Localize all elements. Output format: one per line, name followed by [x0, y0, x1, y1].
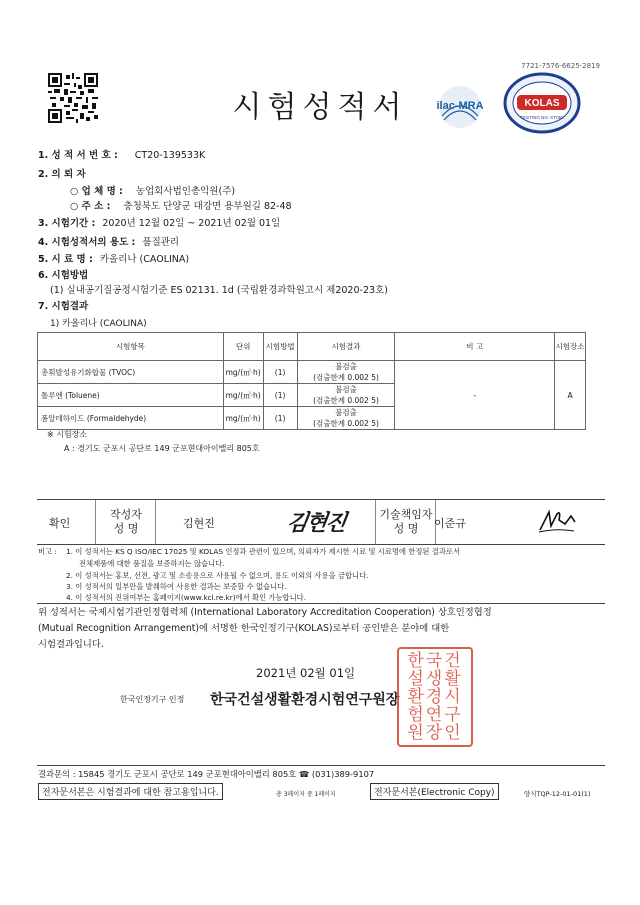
company-row	[70, 183, 235, 197]
confirm-label: 확인	[49, 517, 71, 530]
header-unit: 단위	[223, 333, 263, 361]
test-result-subtitle: 1) 카올리나 (CAOLINA)	[50, 319, 147, 329]
purpose-label: 4. 시험성적서의 용도 :	[38, 237, 136, 248]
document-title: 시험성적서	[232, 90, 408, 125]
note-4: 4. 이 성적서의 진위여부는 홈페이지(www.kcl.re.kr)에서 확인 가능합니다.	[66, 593, 307, 602]
table-row	[38, 361, 586, 384]
official-seal: 한국건설생활환경시험연구원장인	[397, 647, 473, 747]
form-number: 양식TQP-12-01-01(1)	[524, 790, 591, 798]
company-value: 농업회사법인총익원(주)	[135, 186, 236, 197]
header-test-item: 시험항목	[38, 333, 224, 361]
row-method: (1)	[263, 384, 297, 407]
svg-text:ilac-MRA: ilac-MRA	[436, 100, 484, 112]
test-method-value: (1) 실내공기질공정시험기준 ES 02131. 1d (국립환경과학원고시 제2020-23호)	[50, 285, 388, 296]
notes-divider	[37, 603, 605, 604]
sample-value: 카올리나 (CAOLINA)	[99, 254, 190, 265]
row-result: 불검출 (검출한계 0.002 5)	[297, 407, 395, 430]
report-number-value: CT20-139533K	[134, 150, 206, 161]
address-row	[70, 198, 292, 212]
header-result: 시험결과	[297, 333, 395, 361]
tech-manager-signature-icon	[537, 506, 577, 536]
ilac-mra-logo	[430, 84, 490, 130]
note-3: 3. 이 성적서의 일부만을 발췌하여 사용한 결과는 보증할 수 없습니다.	[66, 582, 287, 591]
test-result-heading: 7. 시험결과	[38, 301, 89, 312]
kolas-logo	[503, 72, 581, 134]
electronic-copy-label: 전자문서본(Electronic Copy)	[370, 783, 499, 800]
mra-statement: 위 성적서는 국제시험기관인정협력체 (International Laboratory Accreditation Cooperation) 상호인정협정 (Mutual Recognition Arrangement)에 서명한 한국인정기구(KOLAS)로부터 공인받은 분야에 대한 시험결과입니다.	[38, 607, 492, 650]
issuer-name: 한국건설생활환경시험연구원장	[210, 692, 400, 708]
footer-contact: 결과문의 : 15845 경기도 군포시 공단로 149 군포현대아이밸리 805호 ☎ (031)389-9107	[38, 769, 375, 779]
header-remark: 비 고	[395, 333, 555, 361]
row-test-place: A	[555, 361, 586, 430]
row-unit: mg/(㎡·h)	[223, 384, 263, 407]
row-remark: -	[395, 361, 555, 430]
svg-text:TESTING NO. KT062: TESTING NO. KT062	[520, 115, 564, 120]
row-item: 총휘발성유기화합물 (TVOC)	[38, 361, 224, 384]
header-test-place: 시험장소	[555, 333, 586, 361]
purpose-row	[38, 234, 179, 248]
issue-date: 2021년 02월 01일	[256, 666, 356, 680]
signature-box	[37, 499, 605, 545]
address-label: ○ 주 소 :	[70, 201, 111, 212]
test-period-label: 3. 시험기간 :	[38, 218, 96, 229]
test-method-heading: 6. 시험방법	[38, 270, 89, 281]
row-unit: mg/(㎡·h)	[223, 407, 263, 430]
note-1a: 1. 이 성적서는 KS Q ISO/IEC 17025 및 KOLAS 인정과 관련이 있으며, 의뢰자가 제시한 시료 및 시료명에 한정된 결과로서	[66, 547, 460, 556]
row-method: (1)	[263, 361, 297, 384]
tech-manager-name: 이준규	[434, 517, 466, 530]
purpose-value: 품질관리	[142, 237, 180, 248]
writer-name: 김현진	[183, 517, 215, 530]
writer-signature: 김현진	[284, 511, 347, 536]
tech-manager-label: 기술책임자 성 명	[379, 508, 433, 535]
svg-text:KOLAS: KOLAS	[524, 98, 560, 109]
company-label: ○ 업 체 명 :	[70, 186, 123, 197]
issuer-prefix: 한국인정기구 인정	[120, 695, 185, 704]
test-period-value: 2020년 12월 02일 ~ 2021년 02월 01일	[102, 218, 281, 229]
notes-label: 비고 :	[38, 547, 57, 556]
row-result: 불검출 (검출한계 0.002 5)	[297, 361, 395, 384]
sample-label: 5. 시 료 명 :	[38, 254, 93, 265]
document-verification-number: 7721-7576-6625-2819	[521, 62, 600, 70]
row-unit: mg/(㎡·h)	[223, 361, 263, 384]
client-heading: 2. 의 뢰 자	[38, 169, 86, 180]
note-1b: 전체제품에 대한 품질을 보증하지는 않습니다.	[79, 559, 225, 568]
results-table-header	[38, 333, 586, 361]
electronic-reference-note: 전자문서본은 시험결과에 대한 참고용입니다.	[38, 783, 223, 800]
test-period-row	[38, 215, 280, 229]
test-place-note-title: ※ 시험장소	[47, 430, 88, 439]
header-method: 시험방법	[263, 333, 297, 361]
row-method: (1)	[263, 407, 297, 430]
address-value: 충청북도 단양군 대강면 용부원길 82-48	[123, 201, 292, 212]
page-indicator: 총 3페이지 중 1페이지	[276, 791, 336, 798]
report-number-row	[38, 147, 205, 161]
test-place-note: A : 경기도 군포시 공단로 149 군포현대아이밸리 805호	[64, 444, 260, 453]
footer-divider	[37, 765, 605, 766]
note-2: 2. 이 성적서는 홍보, 선전, 광고 및 소송용으로 사용될 수 없으며, 용도 이외의 사용을 금합니다.	[66, 571, 369, 580]
row-result: 불검출 (검출한계 0.002 5)	[297, 384, 395, 407]
writer-label: 작성자 성 명	[110, 508, 142, 535]
row-item: 톨루엔 (Toluene)	[38, 384, 224, 407]
report-number-label: 1. 성 적 서 번 호 :	[38, 150, 118, 161]
row-item: 폼알데하이드 (Formaldehyde)	[38, 407, 224, 430]
results-table	[37, 332, 586, 430]
sample-row	[38, 251, 189, 265]
